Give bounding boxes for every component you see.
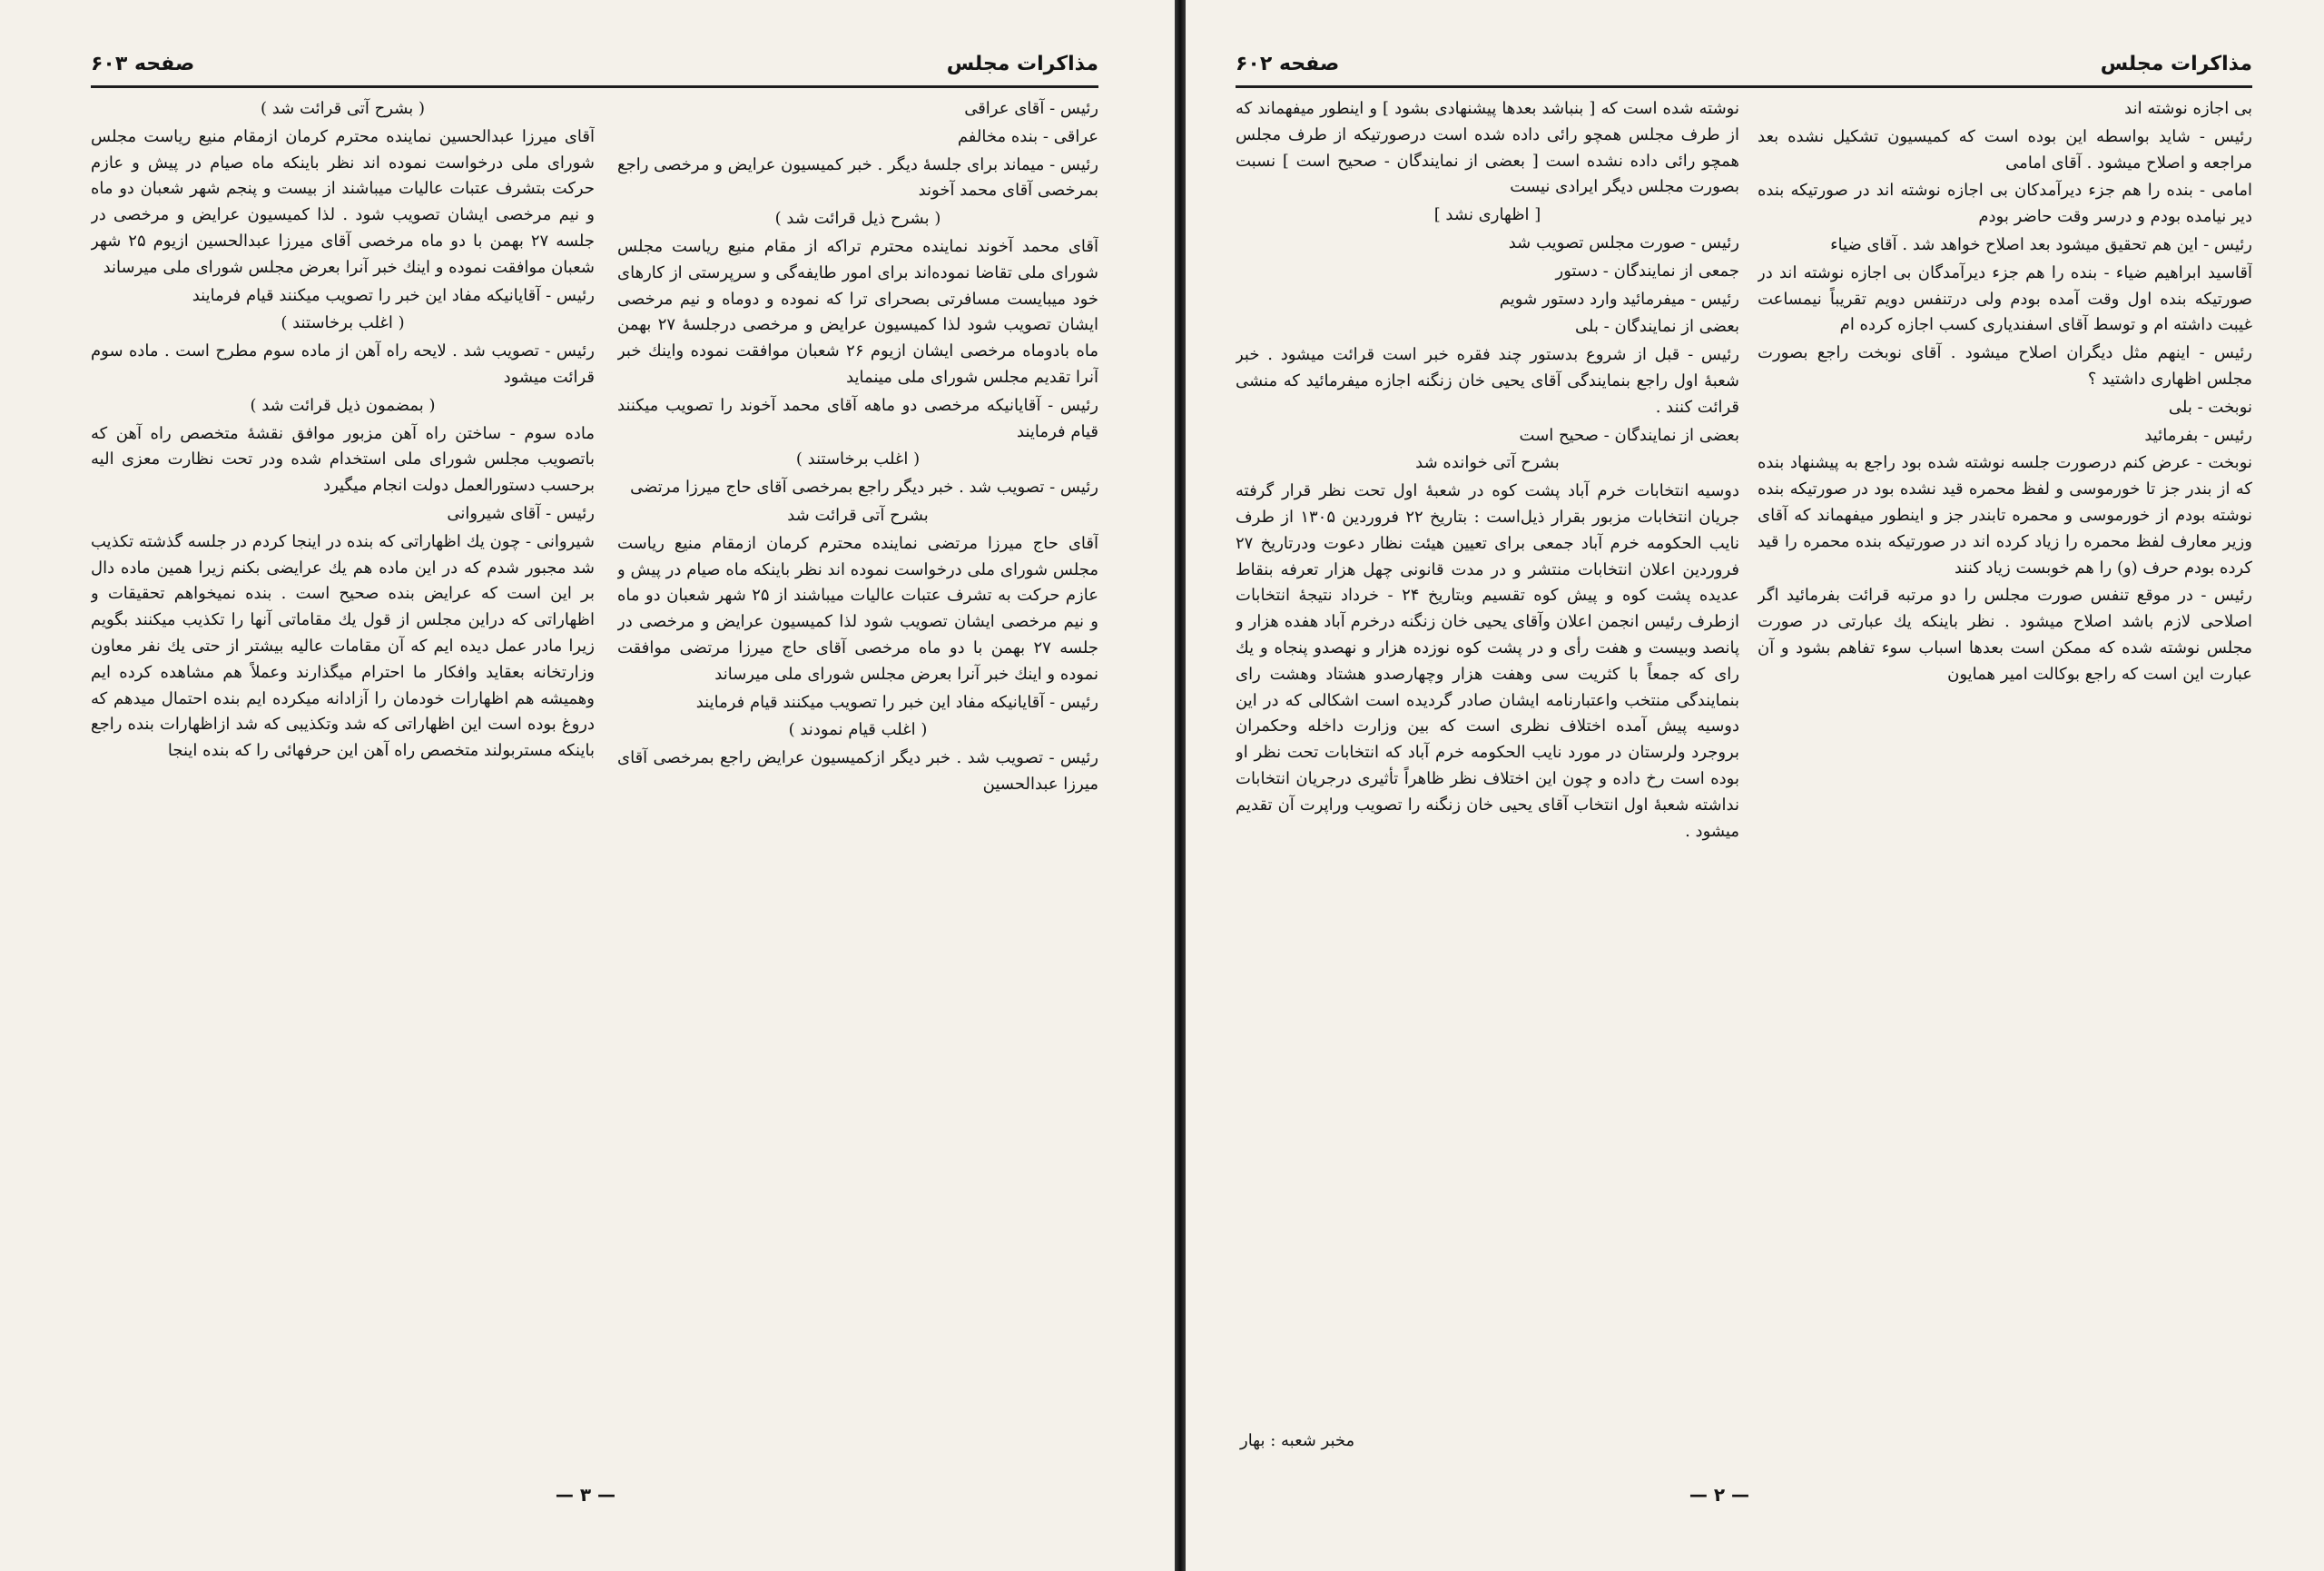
paragraph: آقای حاج میرزا مرتضی نماینده محترم کرمان ازمقام منیع ریاست مجلس شورای ملی درخواست نموده اند نظر باینکه ماه صیام در پیش و عازم حرکت به تشرف عتبات عالیات میباشند از ۲۵ شهر شعبان دو ماه و نیم مرخصی ایشان تصویب شود لذا کمیسیون عرایض و مرخصی در جلسه ۲۷ بهمن با دو ماه مرخصی آقای حاج میرزا مرتضی موافقت نموده و اینك خبر آنرا بعرض مجلس شورای ملی میرساند	[617, 533, 1098, 684]
column-left	[1236, 96, 1739, 1477]
page-header	[1236, 47, 2252, 84]
paragraph: رئیس - تصویب شد . خبر دیگر ازکمیسیون عرایض راجع بمرخصی آقای میرزا عبدالحسین	[617, 748, 1098, 794]
paragraph: رئیس - اینهم مثل دیگران اصلاح میشود . آقای نوبخت راجع بصورت مجلس اظهاری داشتید ؟	[1758, 343, 2252, 389]
paragraph: رئیس - آقایانیکه مفاد این خبر را تصویب میکنند قیام فرمایند	[695, 692, 1098, 712]
header-page-number: صفحه ۶۰۳	[91, 53, 195, 75]
centered-note: بشرح آتی خوانده شد	[1415, 453, 1560, 473]
centered-note: ( اغلب برخاستند )	[795, 450, 921, 469]
paragraph: نوشته شده است که [ بنباشد بعدها پیشنهادی بشود ] و اینطور میفهماند که از طرف مجلس همچو رائی داده شده است درصورتیکه از طرف مجلس همچو رائی داده نشده است [ بعضی از نمایندگان - صحیح است ] نسبت بصورت مجلس دیگر ایرادی نیست	[1236, 99, 1739, 197]
paragraph: رئیس - بفرمائید	[2144, 425, 2252, 445]
paragraph: رئیس - آقای شیروانی	[447, 503, 595, 523]
centered-note: ( اغلب قیام نمودند )	[788, 720, 928, 740]
paragraph: جمعی از نمایندگان - دستور	[1555, 261, 1739, 281]
centered-note: ( بشرح ذیل قرائت شد )	[774, 209, 941, 229]
paragraph: رئیس - این هم تحقیق میشود بعد اصلاح خواهد شد . آقای ضیاء	[1830, 234, 2252, 254]
paragraph: بعضی از نمایندگان - صحیح است	[1519, 425, 1739, 445]
paragraph: آقای محمد آخوند نماینده محترم تراکه از مقام منیع ریاست مجلس شورای ملی تقاضا نموده‌اند برای امور طایفه‌گی و سرپرستی از کارهای خود میبایست مسافرتی بصحرای ترا که نموده و دوماه و نیم مرخصی ایشان تصویب شود لذا کمیسیون عرایض و مرخصی درجلسهٔ ۲۷ بهمن ماه بادوماه مرخصی ایشان ازیوم ۲۶ شعبان موافقت نموده واینك خبر آنرا تقدیم مجلس شورای ملی مینماید	[617, 236, 1098, 387]
centered-note: ( بمضمون ذیل قرائت شد )	[250, 395, 436, 415]
paragraph: رئیس - میفرمائید وارد دستور شویم	[1499, 289, 1739, 309]
paragraph: نوبخت - بلی	[2168, 397, 2252, 417]
centered-note: ( اغلب برخاستند )	[281, 313, 405, 333]
paragraph: بعضی از نمایندگان - بلی	[1574, 317, 1739, 337]
header-page-number: صفحه ۶۰۲	[1236, 53, 1340, 75]
page-number: — ۲ —	[1689, 1484, 1750, 1506]
paragraph: آقای میرزا عبدالحسین نماینده محترم کرمان ازمقام منیع ریاست مجلس شورای ملی درخواست نموده اند نظر باینکه ماه صیام در پیش و عازم حرکت بتشرف عتبات عالیات میباشند از بیست و پنجم شهر شعبان دو ماه و نیم مرخصی ایشان تصویب شود . لذا کمیسیون عرایض و مرخصی در جلسه ۲۷ بهمن با دو ماه مرخصی آقای میرزا عبدالحسین ازیوم ۲۵ شهر شعبان موافقت نموده و اینك خبر آنرا بعرض مجلس شورای ملی میرساند	[91, 126, 595, 277]
paragraph: رئیس - قبل از شروع بدستور چند فقره خبر است قرائت میشود . خبر شعبهٔ اول راجع بنمایندگی آقای یحیی خان زنگنه اجازه میفرمائید که منشی قرائت کنند .	[1236, 345, 1739, 417]
header-title: مذاکرات مجلس	[2100, 53, 2252, 75]
book-gutter	[1175, 0, 1186, 1571]
paragraph: امامی - بنده را هم جزء دیرآمدکان بی اجازه نوشته اند در صورتیکه بنده دیر نیامده بودم و درسر وقت حاضر بودم	[1758, 181, 2252, 227]
column-right	[1758, 96, 2252, 1477]
paragraph: رئیس - میماند برای جلسهٔ دیگر . خبر کمیسیون عرایض و مرخصی راجع بمرخصی آقای محمد آخوند	[617, 154, 1098, 201]
paragraph: بی اجازه نوشته اند	[2124, 99, 2252, 118]
paragraph: رئیس - صورت مجلس تصویب شد	[1508, 232, 1739, 252]
paragraph: رئیس - شاید بواسطه این بوده است که کمیسیون تشکیل نشده بعد مراجعه و اصلاح میشود . آقای امامی	[1758, 126, 2252, 173]
page-number: — ۳ —	[555, 1484, 616, 1506]
page-header	[91, 47, 1098, 84]
footer-signature: مخبر شعبه : بهار	[1240, 1431, 1355, 1450]
paragraph: رئیس - آقایانیکه مفاد این خبر را تصویب میکنند قیام فرمایند	[192, 285, 595, 305]
header-rule	[91, 85, 1098, 88]
header-rule	[1236, 85, 2252, 88]
paragraph: رئیس - تصویب شد . لایحه راه آهن از ماده سوم مطرح است . ماده سوم قرائت میشود	[91, 341, 595, 387]
paragraph: رئیس - در موقع تنفس صورت مجلس را دو مرتبه قرائت بفرمائید اگر اصلاحی لازم باشد اصلاح میشود . نظر باینکه یك عبارتی در صورت مجلس نوشته شده که ممکن است بعدها اسباب سوء تفاهم بشود و آن عبارت این است که راجع بوکالت امیر همایون	[1758, 586, 2252, 684]
column-right	[617, 96, 1098, 1477]
paragraph: نوبخت - عرض کنم درصورت جلسه نوشته شده بود راجع به پیشنهاد بنده که از بندر جز تا خورموسی و لفظ محمره قید نشده بود در صورتیکه بنده نوشته بودم از خورموسی و محمره تابندر جز و اینطور میفهماند که آقای وزیر معارف لفظ محمره را زیاد کرده اند در صورتیکه بنده محمره را قید کرده بودم حرف (و) را هم خوبست زیاد کنند	[1758, 453, 2252, 578]
paragraph: آقاسید ابراهیم ضیاء - بنده را هم جزء دیرآمدگان بی اجازه نوشته اند در صورتیکه بنده اول وقت آمده بودم ولی درتنفس دویم تقریباً نیمساعت غیبت داشته ام و توسط آقای اسفندیاری کسب اجازه کرده ام	[1758, 262, 2252, 335]
right-page	[1186, 0, 2324, 1571]
centered-note: ( بشرح آتی قرائت شد )	[260, 99, 426, 118]
column-left	[91, 96, 595, 1477]
centered-note: [ اظهاری نشد ]	[1433, 205, 1541, 225]
paragraph: ماده سوم - ساختن راه آهن مزبور موافق نقشهٔ متخصص راه آهن که باتصویب مجلس شورای ملی استخدام شده ودر تحت نظارت معزی الیه برحسب دستورالعمل دولت انجام میگیرد	[91, 423, 595, 496]
paragraph: رئیس - آقای عراقی	[964, 99, 1098, 118]
paragraph: رئیس - آقایانیکه مرخصی دو ماهه آقای محمد آخوند را تصویب میکنند قیام فرمایند	[617, 395, 1098, 441]
centered-note: بشرح آتی قرائت شد	[787, 505, 929, 525]
paragraph: رئیس - تصویب شد . خبر دیگر راجع بمرخصی آقای حاج میرزا مرتضی	[630, 478, 1098, 498]
paragraph: عراقی - بنده مخالفم	[957, 126, 1098, 146]
paragraph: شیروانی - چون یك اظهاراتی که بنده در اینجا کردم در جلسه گذشته تکذیب شد مجبور شدم که در این ماده هم یك عرایضی بکنم زیرا همین ماده دال بر این است که عرایض بنده صحیح است . بنده نمیخواهم تحقیقات و اظهاراتی که دراین مجلس از قول یك مقاماتی آنها را تکذیب میکنند بگویم زیرا مادر عمل دیده ایم که آن مقامات عالیه بیشتر از حتی یك نفر معاون وزارتخانه بعقاید وافکار ما احترام میگذارند وعملاً هم مشاهده کرده ایم وهمیشه هم اظهارات خودمان را آزادانه میکرده ایم بنده احتمال میدهم که دروغ بوده است این اظهاراتی که شد وتکذیبی که شد ازاظهارات بنده راجع باینکه مستربولند متخصص راه آهن این حرفهائی را که بنده اینجا	[91, 531, 595, 761]
header-title: مذاکرات مجلس	[946, 53, 1098, 75]
paragraph: دوسیه انتخابات خرم آباد پشت کوه در شعبهٔ اول تحت نظر قرار گرفته جریان انتخابات مزبور بقرار ذیل‌است : بتاریخ ۲۲ فروردین ۱۳۰۵ از طرف نایب الحکومه خرم آباد جمعی برای تعیین هیئت نظار دعوت ودرتاریخ ۲۷ فروردین اعلان انتخابات منتشر و در مدت قانونی چهل هزار تعرفه بنقاط عدیده پشت کوه و پیش کوه تقسیم وبتاریخ ۲۴ - خرداد نتیجهٔ انتخابات ازطرف رئیس انجمن اعلان وآقای یحیی خان زنگنه درخرم آباد هفده هزار و پانصد وبیست و هفت رأی و در پشت کوه نوزده هزار و نهصدو پنجاه و یك رای که جمعاً با کثریت سی وهفت هزار وچهارصدو هشتاد وهشت رای بنمایندگی منتخب واعتبارنامه ایشان صادر گردیده است اشکالی که در این دوسیه پیش آمده اختلاف نظری است که بین وزارت داخله وحکمران بروجرد ولرستان در مورد نایب الحکومه خرم آباد که انتخابات تحت نظر او بوده است رخ داده و چون این اختلاف نظر ظاهراً تأثیری درجریان انتخابات نداشته شعبهٔ اول انتخاب آقای یحیی خان زنگنه را تصویب وراپرت آن تقدیم میشود .	[1236, 481, 1739, 841]
